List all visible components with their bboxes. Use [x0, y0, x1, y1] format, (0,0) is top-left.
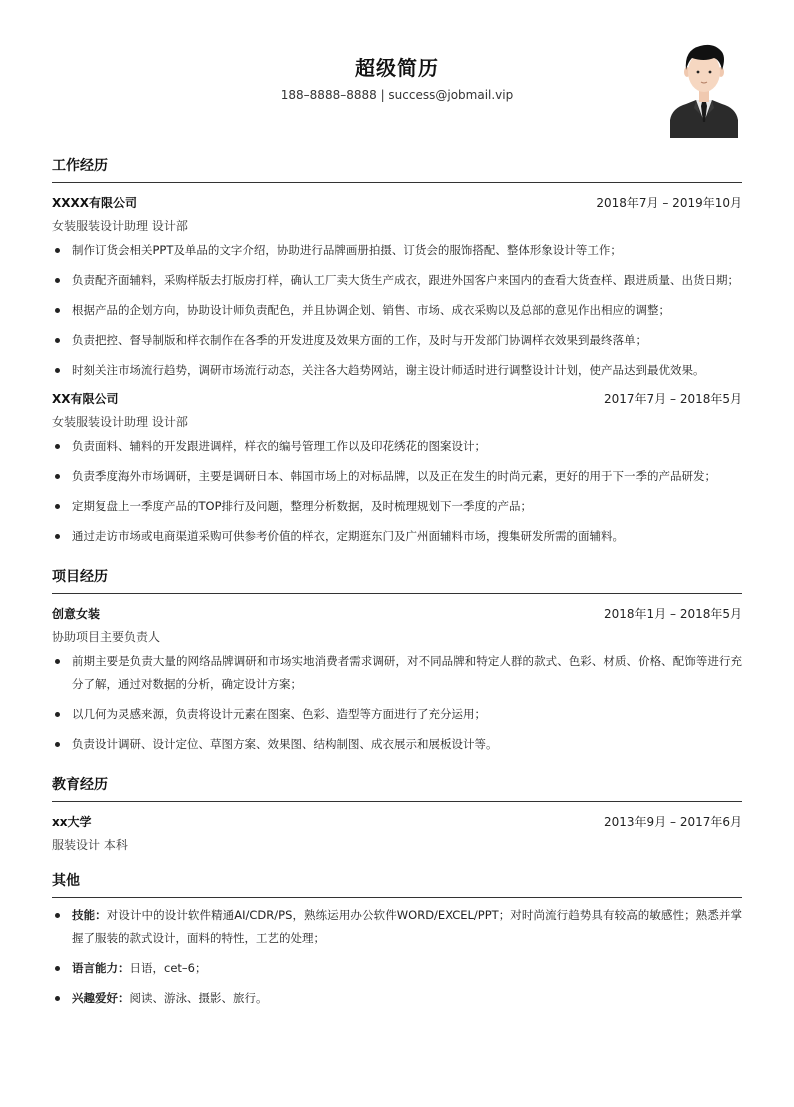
- list-item: [52, 957, 742, 980]
- section-title-work: 工作经历: [52, 155, 742, 183]
- list-item: 负责季度海外市场调研，主要是调研日本、韩国市场上的对标品牌，以及正在发生的时尚元素，更好的用于下一季的产品研发；: [52, 465, 742, 488]
- section-title-other: 其他: [52, 870, 742, 898]
- company-name: XXXX有限公司: [52, 195, 138, 210]
- item-text: 对设计中的设计软件精通AI/CDR/PS，熟练运用办公软件WORD/EXCEL/PPT；对时尚流行趋势具有较高的敏感性；熟悉并掌握了服装的款式设计，面料的特性，工艺的处理；: [72, 908, 742, 945]
- resume-content: [52, 155, 742, 1028]
- list-item: 前期主要是负责大量的网络品牌调研和市场实地消费者需求调研，对不同品牌和特定人群的款式、色彩、材质、价格、配饰等进行充分了解，通过对数据的分析，确定设计方案；: [52, 650, 742, 696]
- item-text: 阅读、游泳、摄影、旅行。: [129, 991, 268, 1005]
- project-role: 协助项目主要负责人: [52, 630, 161, 644]
- item-label: 语言能力：: [72, 961, 130, 975]
- degree: 服装设计 本科: [52, 838, 128, 852]
- list-item: 时刻关注市场流行趋势，调研市场流行动态，关注各大趋势网站，谢主设计师适时进行调整设计计划，使产品达到最优效果。: [52, 359, 742, 382]
- date-range: 2018年1月 – 2018年5月: [604, 606, 742, 621]
- list-item: 制作订货会相关PPT及单品的文字介绍，协助进行品牌画册拍摄、订货会的服饰搭配、整体形象设计等工作；: [52, 239, 742, 262]
- person-avatar-icon: [670, 42, 738, 138]
- education-section: [52, 774, 742, 852]
- company-name: XX有限公司: [52, 391, 119, 406]
- contact-info: 188–8888–8888 | success@jobmail.vip: [280, 88, 514, 102]
- list-item: 负责把控、督导制版和样衣制作在各季的开发进度及效果方面的工作，及时与开发部门协调样衣效果到最终落单；: [52, 329, 742, 352]
- list-item: 根据产品的企划方向，协助设计师负责配色，并且协调企划、销售、市场、成衣采购以及总部的意见作出相应的调整；: [52, 299, 742, 322]
- project-name: 创意女装: [52, 606, 101, 621]
- date-range: 2017年7月 – 2018年5月: [604, 391, 742, 406]
- list-item: 负责面料、辅料的开发跟进调样，样衣的编号管理工作以及印花绣花的图案设计；: [52, 435, 742, 458]
- list-item: 负责设计调研、设计定位、草图方案、效果图、结构制图、成衣展示和展板设计等。: [52, 733, 742, 756]
- other-section: [52, 870, 742, 1010]
- work-entry: [52, 193, 742, 382]
- section-title-project: 项目经历: [52, 566, 742, 594]
- section-title-education: 教育经历: [52, 774, 742, 802]
- item-label: 兴趣爱好：: [72, 991, 130, 1005]
- list-item: 通过走访市场或电商渠道采购可供参考价值的样衣，定期逛东门及广州面辅料市场，搜集研发所需的面辅料。: [52, 525, 742, 548]
- school-name: xx大学: [52, 814, 92, 829]
- list-item: [52, 987, 742, 1010]
- resume-name: 超级简历: [355, 56, 439, 80]
- work-entry: [52, 389, 742, 548]
- item-label: 技能：: [72, 908, 107, 922]
- list-item: 负责配齐面辅料，采购样版去打版房打样，确认工厂卖大货生产成衣，跟进外国客户来国内的查看大货查样、跟进质量、出货日期；: [52, 269, 742, 292]
- job-role: 女装服装设计助理 设计部: [52, 415, 188, 429]
- job-role: 女装服装设计助理 设计部: [52, 219, 188, 233]
- date-range: 2013年9月 – 2017年6月: [604, 814, 742, 829]
- work-section: [52, 155, 742, 548]
- project-section: [52, 566, 742, 756]
- date-range: 2018年7月 – 2019年10月: [596, 195, 742, 210]
- list-item: 以几何为灵感来源，负责将设计元素在图案、色彩、造型等方面进行了充分运用；: [52, 703, 742, 726]
- list-item: [52, 904, 742, 950]
- item-text: 日语，cet–6；: [129, 961, 207, 975]
- list-item: 定期复盘上一季度产品的TOP排行及问题，整理分析数据，及时梳理规划下一季度的产品；: [52, 495, 742, 518]
